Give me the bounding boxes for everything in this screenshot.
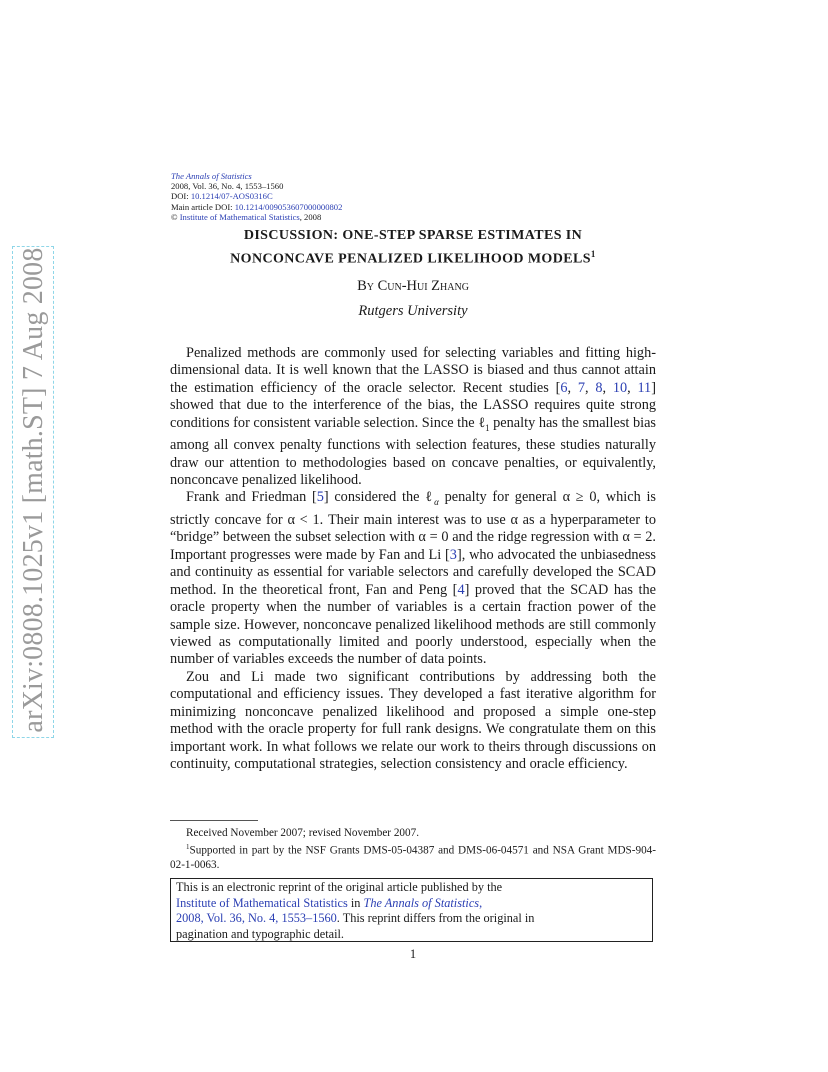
body-text — [170, 345, 656, 774]
author-by: By — [357, 278, 374, 294]
annals-link[interactable]: The Annals of Statistics — [363, 895, 480, 910]
citation-3[interactable]: 3 — [449, 546, 457, 563]
title-line-1: DISCUSSION: ONE-STEP SPARSE ESTIMATES IN — [243, 228, 583, 243]
citation-8[interactable]: 8 — [595, 379, 603, 396]
doi-link[interactable]: 10.1214/07-AOS0316C — [190, 191, 273, 202]
reprint-line-1: This is an electronic reprint of the original article published by the — [176, 880, 503, 894]
paragraph-1: Penalized methods are commonly used for selecting variables and fitting high-dimensional data. It is well known that the LASSO is biased and thus cannot attain the estimation efficiency of the oracle selector. Recent studies [6, 7, 8, 10, 11] showed that due to the interference of the bias, the LASSO requires quite strong conditions for consistent variable selection. Since the ℓ$_1$ penalty has the smallest bias among all convex penalty functions with selection features, these studies naturally draw our attention to methodologies based on concave penalties, or equivalently, nonconcave penalized likelihood. — [170, 345, 656, 489]
received-note: Received November 2007; revised November 2007. — [186, 827, 420, 839]
main-doi-label: Main article DOI: — [171, 201, 235, 212]
journal-info — [171, 171, 342, 222]
citation-5[interactable]: 5 — [316, 489, 324, 506]
reprint-notice-box: This is an electronic reprint of the original article published by the Institute of Mathematical Statistics in The Annals of Statistics, 2008, Vol. 36, No. 4, 1553–1560. This reprint differs from the original in pagination and typographic detail. — [170, 878, 653, 942]
citation-10[interactable]: 10 — [612, 379, 628, 396]
title-line-2: NONCONCAVE PENALIZED LIKELIHOOD MODELS — [230, 251, 591, 267]
arxiv-identifier[interactable]: arXiv:0808.1025v1 [math.ST] 7 Aug 2008 — [18, 247, 49, 733]
paragraph-3: Zou and Li made two significant contributions by addressing both the computational and efficiency issues. They developed a fast iterative algorithm for minimizing nonconcave penalized likelihood and proposed a simple one-step method with the oracle property for full rank designs. We congratulate them on this important work. In what follows we relate our work to theirs through discussions on continuity, computational strategies, selection consistency and oracle efficiency. — [170, 668, 656, 773]
doi-label: DOI: — [171, 191, 191, 202]
copyright-year: , 2008 — [299, 211, 322, 222]
citation-11[interactable]: 11 — [637, 379, 652, 396]
copyright-link[interactable]: Institute of Mathematical Statistics — [179, 211, 300, 222]
journal-name-link[interactable]: The Annals of Statistics — [171, 171, 252, 181]
main-doi-link[interactable]: 10.1214/009053607000000802 — [234, 201, 343, 212]
support-note: $^1$Supported in part by the NSF Grants DMS-05-04387 and DMS-06-04571 and NSA Grant MDS-904-02-1-0063. — [170, 843, 656, 872]
ims-link[interactable]: Institute of Mathematical Statistics — [176, 895, 348, 910]
paragraph-2: Frank and Friedman [5] considered the ℓ$_\alpha$ penalty for general α ≥ 0, which is strictly concave for α < 1. Their main interest was to use α as a hyperparameter to “bridge” between the subset selection with α = 0 and the ridge regression with α = 2. Important progresses were made by Fan and Li [3], who advocated the unbiasedness and continuity as essential for variable selectors and carefully developed the SCAD method. In the theoretical front, Fan and Peng [4] proved that the SCAD has the oracle property when the number of variables is a certain fraction power of the sample size. However, nonconcave penalized likelihood methods are still commonly viewed as computationally limited and poorly understood, especially when the number of variables exceeds the number of data points. — [170, 489, 656, 668]
citation-7[interactable]: 7 — [577, 379, 585, 396]
volume-link[interactable]: 2008, Vol. 36, No. 4, 1553–1560 — [176, 911, 337, 926]
copyright-icon: © — [171, 211, 178, 222]
support-footnote-mark: 1 — [186, 843, 190, 852]
author-affiliation: Rutgers University — [358, 303, 468, 319]
reprint-line-4: pagination and typographic detail. — [176, 926, 345, 941]
paper-title — [170, 227, 656, 269]
footnote-rule — [170, 820, 258, 821]
footnotes — [170, 826, 656, 872]
volume-line: 2008, Vol. 36, No. 4, 1553–1560 — [171, 181, 284, 192]
author-line — [170, 278, 656, 295]
citation-4[interactable]: 4 — [457, 581, 465, 598]
page-number: 1 — [409, 947, 417, 961]
title-footnote-mark[interactable]: 1 — [590, 249, 596, 259]
author-name: Cun-Hui Zhang — [377, 278, 469, 294]
citation-6[interactable]: 6 — [560, 379, 568, 396]
